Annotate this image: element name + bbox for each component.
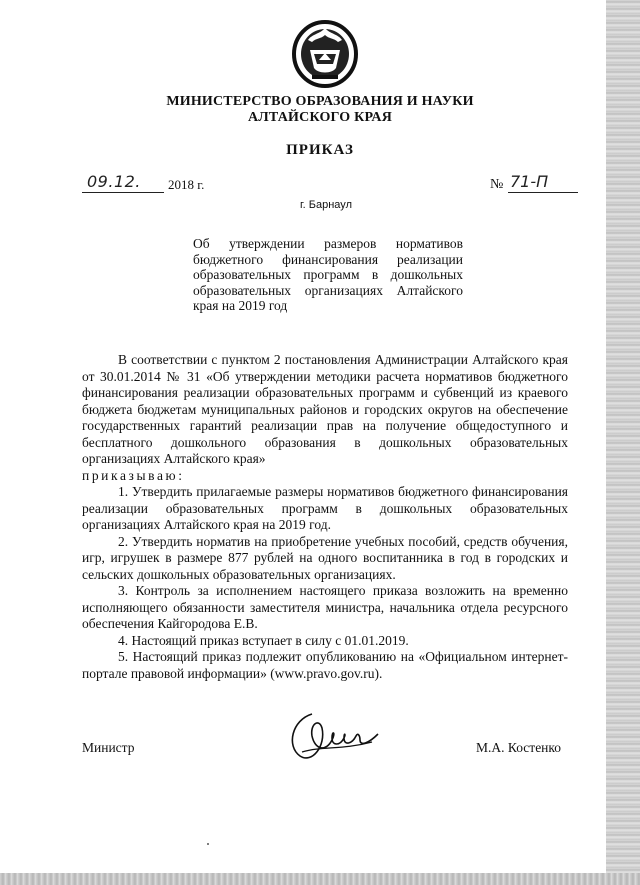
signatory-position: Министр	[82, 740, 135, 755]
preamble: В соответствии с пунктом 2 постановления Администрации Алтайского края от 30.01.2014 № 31 «Об утверждении методики расчета нормативов бюджетного финансирования реализации образовательных программ и субвенций из краевого бюджета бюджетам муниципальных районов и городских округов на обеспечение государственных гарантий реализации прав на получение общедоступного и бесплатного дошкольного образования в дошкольных образовательных организациях Алтайского края»	[82, 352, 568, 466]
signatory-name: М.А. Костенко	[476, 740, 562, 755]
handwritten-date: 09.12.	[87, 172, 141, 191]
date-underline	[82, 192, 164, 193]
order-item: 4. Настоящий приказ вступает в силу с 01.01.2019.	[118, 632, 409, 648]
handwritten-number: 71-П	[510, 172, 549, 191]
document-type-title: ПРИКАЗ	[286, 142, 354, 158]
ministry-name-line1: МИНИСТЕРСТВО ОБРАЗОВАНИЯ И НАУКИ	[166, 94, 474, 109]
order-item: 2. Утвердить норматив на приобретение учебных пособий, средств обучения, игр, игрушек в размере 877 рублей на одного воспитанника в год в городских и сельских дошкольных образовательных организациях.	[82, 533, 568, 582]
date-year: 2018 г.	[168, 177, 205, 192]
order-body	[82, 352, 568, 682]
order-subject: Об утверждении размеров нормативов бюджетного финансирования реализации образовательных программ в дошкольных образовательных организациях Алтайского края на 2019 год	[193, 236, 463, 313]
scan-edge-bottom	[0, 873, 640, 885]
handwritten-signature	[282, 706, 382, 764]
city: г. Барнаул	[300, 199, 352, 211]
number-underline	[508, 192, 578, 193]
coat-of-arms-icon	[290, 20, 360, 88]
order-item: 3. Контроль за исполнением настоящего приказа возложить на временно исполняющего обязанности заместителя министра, начальника отдела ресурсного обеспечения Кайгородова Е.В.	[82, 583, 568, 631]
ministry-name-line2: АЛТАЙСКОГО КРАЯ	[247, 110, 393, 125]
scan-speck	[207, 843, 209, 845]
order-item: 1. Утвердить прилагаемые размеры нормативов бюджетного финансирования реализации образовательных программ в дошкольных образовательных организациях Алтайского края на 2019 год.	[82, 484, 568, 532]
number-sign: №	[490, 177, 504, 192]
order-item: 5. Настоящий приказ подлежит опубликованию на «Официальном интернет-портале правовой информации» (www.pravo.gov.ru).	[82, 649, 568, 681]
order-word: приказываю:	[82, 467, 185, 483]
scan-edge-right	[606, 0, 640, 885]
